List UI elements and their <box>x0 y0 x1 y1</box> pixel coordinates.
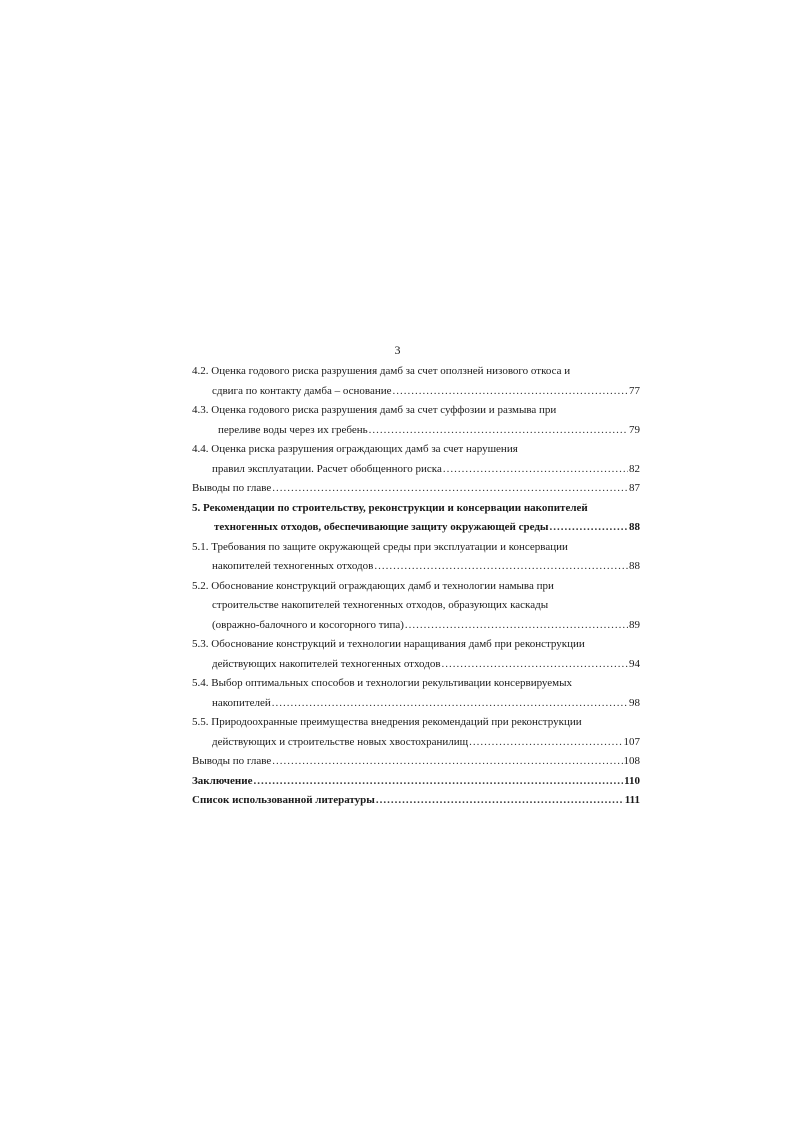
toc-entry-title-cont: (овражно-балочного и косогорного типа) <box>212 618 404 631</box>
toc-entry-title-cont: строительстве накопителей техногенных отходов, образующих каскады <box>212 599 549 611</box>
page-number: 3 <box>394 343 401 357</box>
toc-entry-conclusions-ch5 <box>192 752 640 772</box>
toc-page-number: 82 <box>629 462 640 475</box>
toc-entry-title-cont: правил эксплуатации. Расчет обобщенного риска <box>212 462 442 475</box>
toc-page-number: 79 <box>629 423 640 436</box>
toc-page-number: 77 <box>629 384 640 397</box>
toc-entry-5-5 <box>192 713 640 752</box>
toc-chapter-title-cont: техногенных отходов, обеспечивающие защиту окружающей среды <box>214 521 549 533</box>
toc-entry-4-3 <box>192 401 640 440</box>
table-of-contents <box>192 362 640 811</box>
toc-entry-5-4 <box>192 674 640 713</box>
toc-page-number: 88 <box>629 521 640 533</box>
toc-page-number: 108 <box>623 755 640 767</box>
toc-entry-5-2 <box>192 577 640 636</box>
dot-leader <box>272 694 628 714</box>
toc-entry-title-cont: действующих накопителей техногенных отходов <box>212 657 441 670</box>
toc-page-number: 111 <box>624 794 640 806</box>
toc-entry-title-cont: накопителей техногенных отходов <box>212 560 374 572</box>
dot-leader <box>469 733 622 753</box>
toc-entry-title-cont: сдвига по контакту дамба – основание <box>212 384 392 397</box>
toc-entry-title: 5.5. Природоохранные преимущества внедрения рекомендаций при реконструкции <box>192 716 582 728</box>
toc-entry-final-conclusion <box>192 772 640 792</box>
toc-page-number: 110 <box>624 774 640 787</box>
toc-chapter-title: 5. Рекомендации по строительству, реконструкции и консервации накопителей <box>192 501 588 514</box>
toc-entry-title: 5.1. Требования по защите окружающей среды при эксплуатации и консервации <box>192 540 568 553</box>
toc-page-number: 94 <box>629 657 640 670</box>
toc-entry-5-3 <box>192 635 640 674</box>
dot-leader <box>272 479 628 499</box>
dot-leader <box>374 557 628 577</box>
toc-page-number: 88 <box>629 560 640 572</box>
dot-leader <box>405 616 628 636</box>
toc-entry-title-cont: переливе воды через их гребень <box>218 423 368 436</box>
toc-page-number: 87 <box>629 482 640 494</box>
dot-leader <box>253 772 623 792</box>
toc-page-number: 89 <box>629 618 640 631</box>
toc-page-number: 98 <box>629 696 640 709</box>
toc-entry-title: Выводы по главе <box>192 755 272 767</box>
dot-leader <box>376 791 624 811</box>
toc-entry-4-4 <box>192 440 640 479</box>
toc-entry-title: 5.4. Выбор оптимальных способов и технологии рекультивации консервируемых <box>192 677 573 689</box>
toc-entry-title-cont: накопителей <box>212 696 271 709</box>
dot-leader <box>550 518 629 538</box>
toc-entry-title-cont: действующих и строительстве новых хвостохранилищ <box>212 735 469 748</box>
dot-leader <box>369 421 628 441</box>
toc-entry-title: Выводы по главе <box>192 482 272 494</box>
toc-entry-conclusions-ch4 <box>192 479 640 499</box>
toc-entry-title: 4.4. Оценка риска разрушения ограждающих дамб за счет нарушения <box>192 443 518 455</box>
toc-entry-title: 5.3. Обоснование конструкций и технологии наращивания дамб при реконструкции <box>192 638 585 650</box>
toc-entry-title: 4.3. Оценка годового риска разрушения дамб за счет суффозии и размыва при <box>192 404 557 416</box>
toc-entry-4-2 <box>192 362 640 401</box>
dot-leader <box>272 752 622 772</box>
toc-entry-5-1 <box>192 538 640 577</box>
dot-leader <box>443 460 628 480</box>
dot-leader <box>393 382 629 402</box>
toc-entry-title: Список использованной литературы <box>192 794 375 806</box>
toc-entry-title: Заключение <box>192 774 253 787</box>
dot-leader <box>442 655 628 675</box>
toc-entry-chapter-5 <box>192 499 640 538</box>
toc-entry-title: 5.2. Обоснование конструкций ограждающих дамб и технологии намыва при <box>192 579 554 592</box>
toc-entry-references <box>192 791 640 811</box>
toc-page-number: 107 <box>623 735 640 748</box>
toc-entry-title: 4.2. Оценка годового риска разрушения дамб за счет оползней низового откоса и <box>192 365 571 377</box>
